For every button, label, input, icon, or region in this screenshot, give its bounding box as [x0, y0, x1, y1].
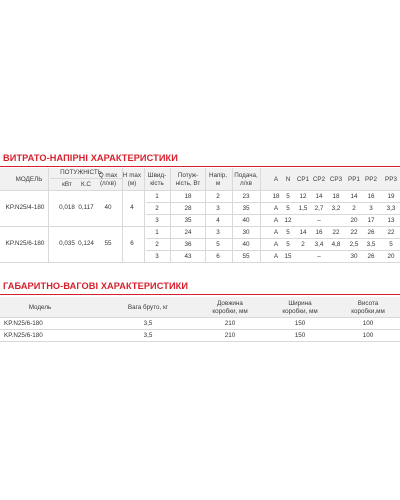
- table-cell: 16: [367, 193, 375, 200]
- table-cell: A: [273, 229, 279, 236]
- column-separator: [122, 226, 123, 262]
- table-cell: 40: [242, 217, 250, 224]
- column-separator: [144, 190, 145, 226]
- table-cell: 30: [242, 229, 250, 236]
- table-cell: 26: [367, 253, 375, 260]
- table-cell: 150: [294, 332, 306, 339]
- table-cell: 3,5: [143, 332, 153, 339]
- column-separator: [48, 190, 49, 226]
- table-cell: A: [273, 241, 279, 248]
- table-cell: 5: [286, 229, 290, 236]
- header-cp2: CP2: [312, 176, 326, 183]
- table-cell: 18: [332, 193, 340, 200]
- column-separator: [205, 190, 206, 226]
- table-cell: 5: [216, 241, 220, 248]
- table-cell: 14: [315, 193, 323, 200]
- header-weight: Вага бруто, кг: [127, 304, 169, 311]
- table-cell: 18: [184, 193, 192, 200]
- model-cell: KP.N25/6-180: [5, 240, 45, 247]
- column-separator: [260, 190, 261, 226]
- group-divider: [0, 226, 400, 227]
- table-cell: 19: [387, 193, 395, 200]
- header-flow: Подача, л/хв: [234, 172, 258, 187]
- header-pp2: PP2: [365, 176, 377, 183]
- table-cell: 28: [184, 205, 192, 212]
- ks-cell: 0,124: [78, 240, 94, 247]
- table-cell: 100: [362, 332, 374, 339]
- header-kw: кВт: [62, 181, 72, 188]
- table-cell: 55: [242, 253, 250, 260]
- header-ks: К.С: [81, 181, 91, 188]
- qmax-cell: 40: [104, 204, 112, 211]
- table-cell: 3: [369, 205, 373, 212]
- column-separator: [48, 226, 49, 262]
- model-cell: KP.N25/6-180: [4, 320, 43, 327]
- table-cell: 17: [367, 217, 375, 224]
- column-separator: [144, 226, 145, 262]
- table-cell: 2,5: [349, 241, 359, 248]
- hmax-cell: 6: [130, 240, 134, 247]
- table-cell: A: [273, 205, 279, 212]
- header-hmax: H max (м): [122, 172, 142, 187]
- section-title-dimensions-weight: ГАБАРИТНО-ВАГОВІ ХАРАКТЕРИСТИКИ: [3, 281, 189, 291]
- header-power: ПОТУЖНІСТЬ: [60, 169, 102, 176]
- table-cell: 210: [224, 332, 236, 339]
- table-cell: 14: [299, 229, 307, 236]
- table-cell: 4: [216, 217, 220, 224]
- table-cell: 18: [272, 193, 280, 200]
- table-cell: 3: [216, 229, 220, 236]
- table-cell: 36: [184, 241, 192, 248]
- column-separator: [205, 168, 206, 190]
- table-cell: 3,4: [314, 241, 324, 248]
- table-cell: 23: [242, 193, 250, 200]
- table-cell: 3: [155, 253, 159, 260]
- column-separator: [144, 168, 145, 190]
- table-cell: 3,5: [366, 241, 376, 248]
- header-width: Ширина коробки, мм: [282, 300, 318, 315]
- column-separator: [122, 168, 123, 190]
- column-separator: [170, 226, 171, 262]
- table-cell: 22: [350, 229, 358, 236]
- column-separator: [260, 168, 261, 190]
- header-qmax: Q max (л/хв): [98, 172, 118, 187]
- table-cell: 3: [155, 217, 159, 224]
- table-cell: 43: [184, 253, 192, 260]
- column-separator: [205, 226, 206, 262]
- table-cell: 2,7: [314, 205, 324, 212]
- table-cell: 2: [301, 241, 305, 248]
- group-divider: [0, 190, 400, 191]
- table-cell: 5: [286, 193, 290, 200]
- table-cell: A: [273, 253, 279, 260]
- table-cell: 15: [284, 253, 292, 260]
- table-cell: 12: [299, 193, 307, 200]
- qmax-cell: 55: [104, 240, 112, 247]
- header-cp1: CP1: [296, 176, 310, 183]
- table-cell: –: [317, 217, 321, 224]
- table-bottom-line: [0, 262, 400, 263]
- table-cell: 1: [155, 229, 159, 236]
- column-separator: [170, 168, 171, 190]
- table-cell: 3,5: [143, 320, 153, 327]
- section-divider: [0, 166, 400, 167]
- table-cell: 5: [389, 241, 393, 248]
- table-cell: 20: [350, 217, 358, 224]
- table-cell: 2: [155, 241, 159, 248]
- header-model: МОДЕЛЬ: [15, 176, 43, 183]
- header-head: Напір, м: [208, 172, 228, 187]
- header-length: Довжина коробки, мм: [212, 300, 248, 315]
- section-divider: [0, 294, 400, 295]
- column-separator: [170, 190, 171, 226]
- table-bottom-line: [0, 341, 400, 342]
- table-cell: –: [317, 253, 321, 260]
- hmax-cell: 4: [130, 204, 134, 211]
- column-separator: [260, 226, 261, 262]
- table-cell: 14: [350, 193, 358, 200]
- table-cell: 2: [352, 205, 356, 212]
- table-cell: 20: [387, 253, 395, 260]
- table-cell: 2: [155, 205, 159, 212]
- model-cell: KP.N25/4-180: [5, 204, 45, 211]
- column-separator: [232, 226, 233, 262]
- header-a: A: [273, 176, 279, 183]
- table-cell: 12: [284, 217, 292, 224]
- column-separator: [122, 190, 123, 226]
- table-cell: 30: [350, 253, 358, 260]
- table-cell: 5: [286, 205, 290, 212]
- table-cell: 22: [332, 229, 340, 236]
- header-n: N: [285, 176, 291, 183]
- column-separator: [232, 190, 233, 226]
- table-cell: 13: [387, 217, 395, 224]
- table-cell: 26: [367, 229, 375, 236]
- table-cell: 3,3: [386, 205, 396, 212]
- header-cp3: CP3: [329, 176, 343, 183]
- table-cell: 1,5: [298, 205, 308, 212]
- table-cell: 40: [242, 241, 250, 248]
- table-cell: 150: [294, 320, 306, 327]
- row-divider: [146, 250, 400, 251]
- table-cell: 2: [216, 193, 220, 200]
- kw-cell: 0,018: [59, 204, 75, 211]
- table-cell: 35: [242, 205, 250, 212]
- header-model: Модель: [28, 304, 52, 311]
- header-pp1: PP1: [348, 176, 360, 183]
- model-cell: KP.N25/6-180: [4, 332, 43, 339]
- ks-cell: 0,117: [78, 204, 94, 211]
- table-cell: 35: [184, 217, 192, 224]
- header-power-w: Потуж- ність, Вт: [175, 172, 201, 187]
- table-cell: 24: [184, 229, 192, 236]
- table-cell: A: [273, 217, 279, 224]
- table-cell: 4,8: [331, 241, 341, 248]
- row-divider: [146, 238, 400, 239]
- kw-cell: 0,035: [59, 240, 75, 247]
- row-divider: [0, 317, 400, 318]
- table-cell: 100: [362, 320, 374, 327]
- row-divider: [0, 329, 400, 330]
- column-separator: [48, 168, 49, 190]
- table-cell: 3: [216, 205, 220, 212]
- header-pp3: PP3: [385, 176, 397, 183]
- column-separator: [232, 168, 233, 190]
- header-height: Висота коробки,мм: [351, 300, 385, 315]
- row-divider: [146, 214, 400, 215]
- table-cell: 5: [286, 241, 290, 248]
- table-cell: 16: [315, 229, 323, 236]
- header-speed: Швид- кість: [147, 172, 167, 187]
- table-cell: 210: [224, 320, 236, 327]
- table-cell: 6: [216, 253, 220, 260]
- section-title-flow-head: ВИТРАТО-НАПІРНІ ХАРАКТЕРИСТИКИ: [3, 153, 178, 163]
- table-cell: 3,2: [331, 205, 341, 212]
- table-cell: 1: [155, 193, 159, 200]
- row-divider: [146, 202, 400, 203]
- table-cell: 22: [387, 229, 395, 236]
